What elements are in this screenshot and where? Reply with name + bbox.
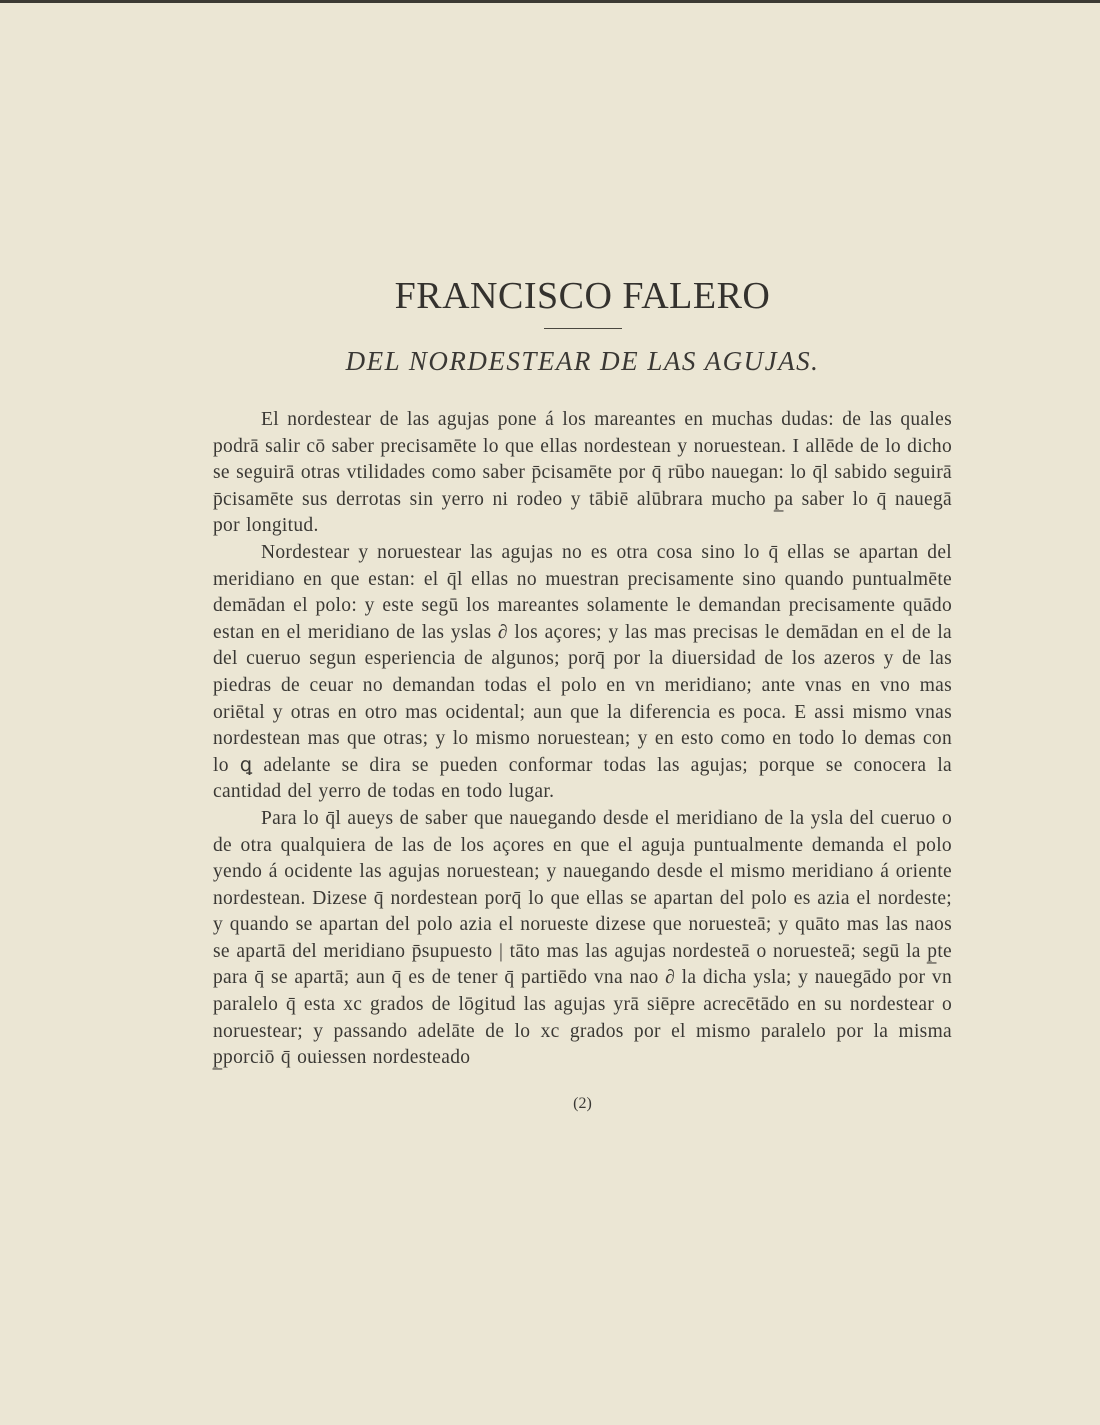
paragraph: Nordestear y noruestear las agujas no es otra cosa sino lo q̄ ellas se apartan del meridiano en que estan: el q̄l ellas no muestran precisamente sino quando puntualmēte demādan el polo: y este segū los mareantes solamente le demandan precisamente quādo estan en el meridiano de las yslas ∂ los açores; y las mas precisas le demādan en el de la del cueruo segun esperiencia de algunos; porq̄ por la diuersidad de los azeros y de las piedras de ceuar no demandan todas el polo en vn meridiano; ante vnas en vno mas oriētal y otras en otro mas ocidental; aun que la diferencia es poca. E assi mismo vnas nordestean mas que otras; y lo mismo noruestean; y en esto como en todo lo demas con lo ꝗ adelante se dira se pueden conformar todas las agujas; porque se conocera la cantidad del yerro de todas en todo lugar. — [213, 541, 952, 803]
body-text — [213, 407, 952, 1072]
title-divider — [544, 328, 622, 329]
paragraph: Para lo q̄l aueys de saber que nauegando desde el meridiano de la ysla del cueruo o de otra qualquiera de las de los açores en que el aguja puntualmente demanda el polo yendo á ocidente las agujas noruestean; y nauegando desde el mismo meridiano á oriente nordestean. Dizese q̄ nordestean porq̄ lo que ellas se apartan del polo es azia el nordeste; y quando se apartan del polo azia el norueste dizese que noruesteā; y quāto mas las naos se apartā del meridiano p̄supuesto | tāto mas las agujas nordesteā o noruesteā; segū la p̲te para q̄ se apartā; aun q̄ es de tener q̄ partiēdo vna nao ∂ la dicha ysla; y nauegādo por vn paralelo q̄ esta xc grados de lōgitud las agujas yrā siēpre acrecētādo en su nordestear o noruestear; y passando adelāte de lo xc grados por el mismo paralelo por la misma p̲porciō q̄ ouiessen nordesteado — [213, 807, 952, 1069]
page-title: FRANCISCO FALERO — [394, 275, 771, 317]
paragraph: El nordestear de las agujas pone á los mareantes en muchas dudas: de las quales podrā salir cō saber precisamēte lo que ellas nordestean y noruestean. I allēde de lo dicho se seguirā otras vtilidades como saber p̄cisamēte por q̄ rūbo nauegan: lo q̄l sabido seguirā p̄cisamēte sus derrotas sin yerro ni rodeo y tābiē alūbrara mucho p̲a saber lo q̄ nauegā por longitud. — [213, 409, 952, 537]
page-top-edge — [0, 0, 1100, 3]
page-number: (2) — [573, 1094, 592, 1112]
document-page — [213, 270, 952, 1114]
section-heading: DEL NORDESTEAR DE LAS AGUJAS. — [345, 346, 820, 376]
